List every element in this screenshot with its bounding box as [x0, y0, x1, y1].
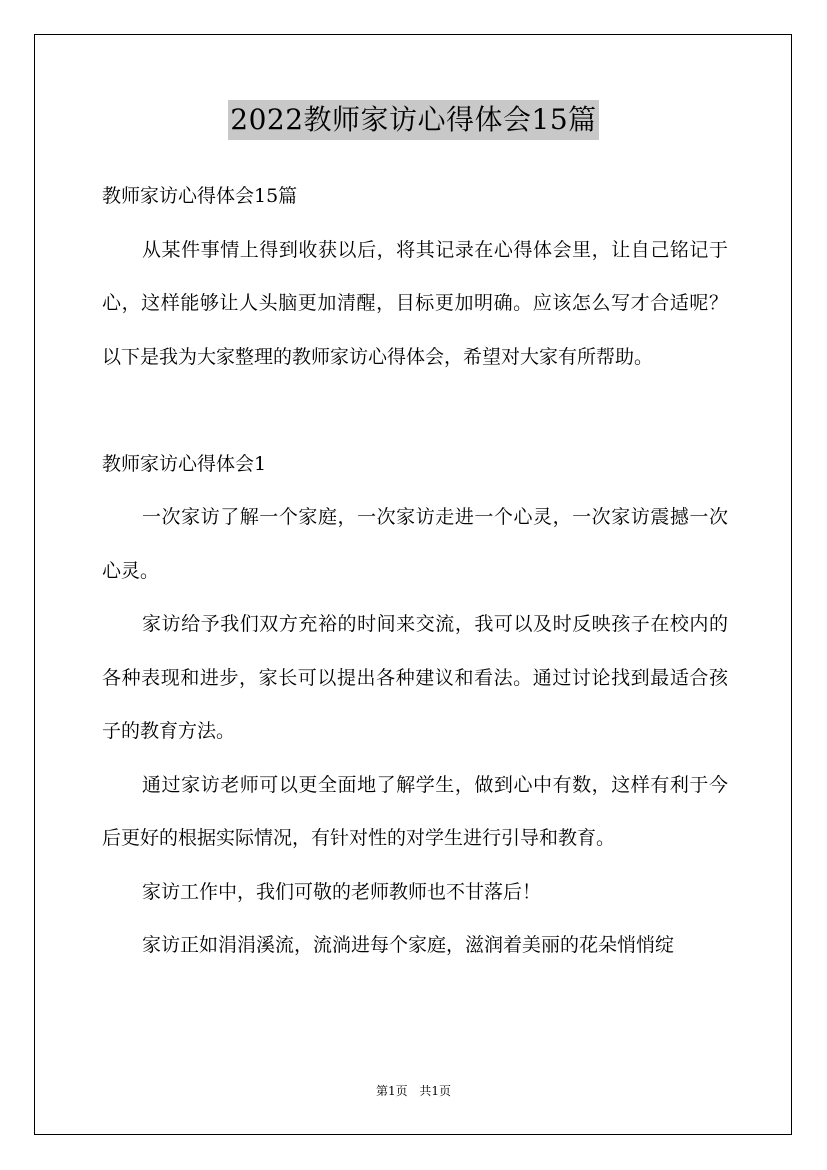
- body-paragraph: 家访正如涓涓溪流，流淌进每个家庭，滋润着美丽的花朵悄悄绽: [142, 934, 675, 956]
- page-number: 第1页: [375, 1084, 408, 1098]
- body-paragraph: 家访工作中，我们可敬的老师教师也不甘落后！: [142, 880, 542, 903]
- page-footer: [0, 1082, 827, 1100]
- section-heading: 教师家访心得体会1: [102, 452, 267, 475]
- section-spacer: [102, 384, 728, 438]
- intro-paragraph: 从某件事情上得到收获以后，将其记录在心得体会里，让自己铭记于心，这样能够让人头脑更加清醒，目标更加明确。应该怎么写才合适呢？以下是我为大家整理的教师家访心得体会，希望对大家有所帮助。: [102, 238, 728, 368]
- title-container: [0, 100, 827, 140]
- page-total: 共1页: [419, 1084, 452, 1098]
- document-subtitle: 教师家访心得体会15篇: [102, 185, 298, 207]
- document-title: 2022教师家访心得体会15篇: [228, 100, 598, 140]
- body-paragraph: 一次家访了解一个家庭，一次家访走进一个心灵，一次家访震撼一次心灵。: [102, 506, 728, 582]
- body-paragraph: 通过家访老师可以更全面地了解学生，做到心中有数，这样有利于今后更好的根据实际情况，有针对性的对学生进行引导和教育。: [102, 773, 728, 849]
- document-body: [102, 170, 728, 973]
- body-paragraph: 家访给予我们双方充裕的时间来交流，我可以及时反映孩子在校内的各种表现和进步，家长可以提出各种建议和看法。通过讨论找到最适合孩子的教育方法。: [102, 613, 728, 742]
